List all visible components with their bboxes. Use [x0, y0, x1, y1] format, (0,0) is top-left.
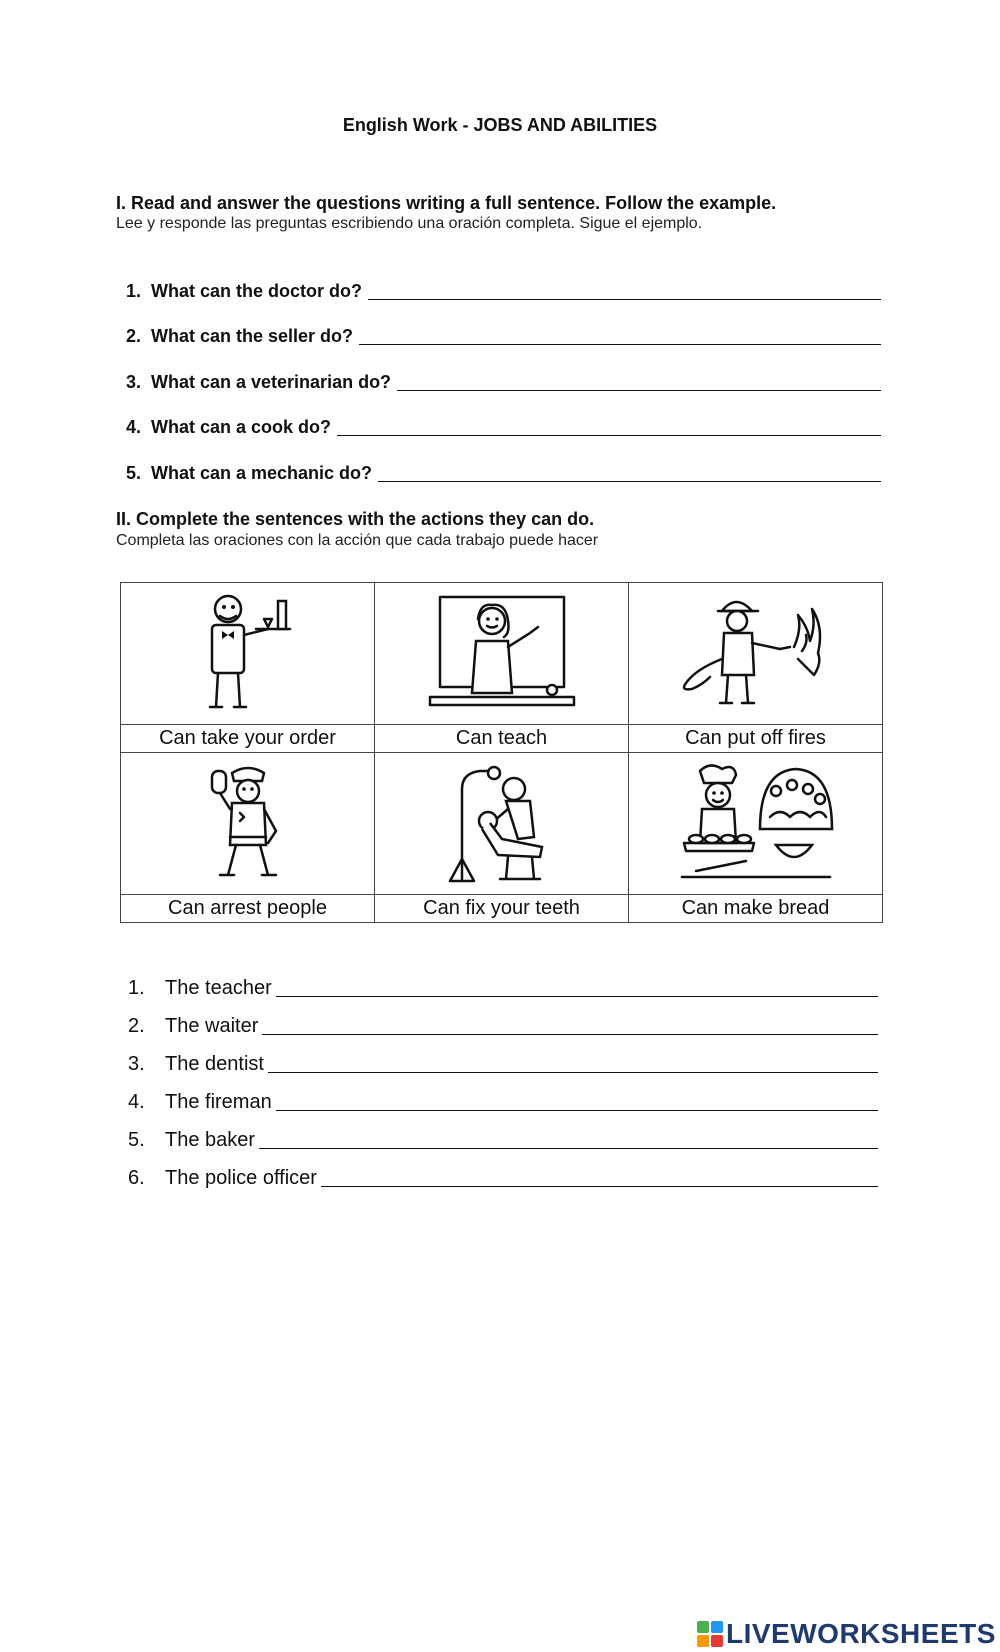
question-row: [126, 302, 881, 348]
question-list: [126, 256, 881, 484]
answer-blank[interactable]: [337, 417, 881, 436]
sentence-blank[interactable]: [268, 1052, 878, 1073]
sentence-number: 2.: [128, 1015, 145, 1037]
sentence-blank[interactable]: [262, 1014, 878, 1035]
fireman-icon: [676, 589, 836, 717]
waiter-icon: [168, 589, 328, 717]
section-2-subheading: Completa las oraciones con la acción que cada trabajo puede hacer: [116, 532, 599, 549]
logo-square: [697, 1635, 709, 1647]
sentence-blank[interactable]: [259, 1128, 878, 1149]
dentist-picture: [375, 752, 629, 894]
picture-caption: Can make bread: [629, 894, 883, 922]
dentist-icon: [422, 759, 582, 887]
sentence-row: [128, 1076, 878, 1114]
sentence-number: 4.: [128, 1091, 145, 1113]
sentence-row: [128, 1000, 878, 1038]
question-text: What can the doctor do?: [151, 280, 362, 301]
sentence-row: [128, 1152, 878, 1190]
question-row: [126, 347, 881, 393]
answer-blank[interactable]: [368, 281, 881, 300]
question-number: 5.: [126, 462, 142, 483]
teacher-picture: [375, 583, 629, 725]
question-row: [126, 393, 881, 439]
question-number: 1.: [126, 280, 142, 301]
question-text: What can a veterinarian do?: [151, 371, 392, 392]
sentence-start: The teacher: [165, 977, 272, 999]
sentence-start: The dentist: [165, 1053, 264, 1075]
sentence-blank[interactable]: [276, 976, 878, 997]
page-title: English Work - JOBS AND ABILITIES: [342, 115, 658, 135]
question-row: [126, 438, 881, 484]
logo-square: [711, 1621, 723, 1633]
picture-caption: Can fix your teeth: [375, 894, 629, 922]
jobs-picture-grid: [120, 582, 883, 923]
fireman-picture: [629, 583, 883, 725]
picture-caption: Can put off fires: [629, 724, 883, 752]
question-number: 4.: [126, 417, 142, 437]
section-1-subheading: Lee y responde las preguntas escribiendo una oración completa. Sigue el ejemplo.: [116, 215, 703, 232]
picture-caption: Can arrest people: [121, 894, 375, 922]
sentence-start: The baker: [165, 1129, 256, 1151]
police-officer-picture: [121, 752, 375, 894]
liveworksheets-logo[interactable]: [697, 1618, 996, 1650]
answer-blank[interactable]: [359, 326, 881, 345]
answer-blank[interactable]: [378, 463, 881, 482]
police-officer-icon: [168, 759, 328, 887]
teacher-icon: [422, 589, 582, 717]
logo-text: LIVEWORKSHEETS: [726, 1618, 996, 1649]
waiter-picture: [121, 583, 375, 725]
sentence-list: [128, 962, 878, 1190]
answer-blank[interactable]: [397, 372, 881, 391]
section-2-heading: II. Complete the sentences with the actions they can do.: [116, 509, 595, 529]
sentence-number: 5.: [128, 1129, 145, 1151]
section-1-heading: I. Read and answer the questions writing a full sentence. Follow the example.: [116, 193, 777, 213]
question-text: What can a cook do?: [151, 417, 332, 437]
sentence-row: [128, 1114, 878, 1152]
question-number: 3.: [126, 371, 142, 392]
question-number: 2.: [126, 326, 142, 346]
question-text: What can a mechanic do?: [151, 462, 373, 483]
sentence-number: 1.: [128, 977, 145, 999]
baker-picture: [629, 752, 883, 894]
logo-square: [697, 1621, 709, 1633]
sentence-blank[interactable]: [276, 1090, 878, 1111]
logo-square: [711, 1635, 723, 1647]
picture-caption: Can take your order: [121, 724, 375, 752]
sentence-row: [128, 1038, 878, 1076]
question-text: What can the seller do?: [151, 326, 354, 346]
picture-caption: Can teach: [375, 724, 629, 752]
sentence-number: 6.: [128, 1167, 145, 1189]
sentence-start: The waiter: [165, 1015, 259, 1037]
logo-mark-icon: [697, 1621, 723, 1647]
baker-icon: [676, 759, 836, 887]
question-row: [126, 256, 881, 302]
sentence-row: [128, 962, 878, 1000]
sentence-start: The fireman: [165, 1091, 272, 1113]
sentence-start: The police officer: [165, 1167, 317, 1189]
sentence-number: 3.: [128, 1053, 145, 1075]
sentence-blank[interactable]: [321, 1166, 878, 1187]
